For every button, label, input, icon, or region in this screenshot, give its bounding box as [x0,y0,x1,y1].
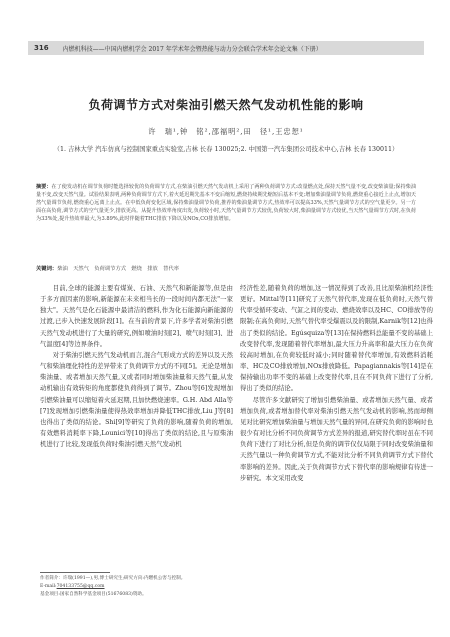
email-link[interactable]: 704133755@qq.com [56,584,105,590]
funding-note: 基金项目:国家自然科学基金项目(51676083)资助。 [40,592,147,598]
running-head-text: 内燃机科技——中国内燃机学会 2017 年学术年会暨热能与动力分会联合学术年会论文集（下册） [62,45,322,53]
body-paragraph: 经济性差,随着负荷的增加,这一情况得到了改善,且比原柴油机经济性更好。Mittal等[11]研究了天然气替代率,发现在低负荷时,天然气替代率受循环变动、气缸之间的变动、燃烧效率以及HC、CO排放等的限制;在高负荷时,天然气替代率受爆震以及的限制,Karnik等[12]也得出了类似的结论。Egúsquiza等[13]在保持燃料总能量不变的基础上改变替代率,发现随着替代率增加,最大压力升高率和最大压力在负荷较高时增加,在负荷较低时减小;同时随着替代率增加,有效燃料消耗率、HC及CO排放增加,NOx排放降低。Papagiannakis等[14]是在保持输出功率不变的基础上改变替代率,且在不同负荷下进行了分析,得出了类似的结论。 [240,285,433,393]
body-column-left [40,283,233,450]
abstract [36,183,416,223]
abstract-text: 在了使发动机在调节负荷时能选择较优的负荷调节方式,在柴油引燃天然气发动机上采用了两种负荷调节方式:改量燃点处,保持天然气量不变,改变柴油量;保持柴油量不变,改变天然气量。试验结果表明,两种负荷调节方式下,着火延迟期先基本不变后缩短,燃烧持续期先缩短后基本不变;增加柴油量调节负荷,燃烧重心接近上止点,增加天然气量调节负荷,燃烧重心远离上止点。在中低负荷变化区域,保持柴油量调节负荷,推荐的柴油量调节方式,热效率可以提高33%,天然气量调节方式的空气量更少。另一方面在高负荷,调节方式的空气量更少,排放更高。从提升热效率角度出发,负荷较小时,天然气量调节方式较优,负荷较大时,柴油量调节方式较优,当天然气量调节方式时,在负荷为33%处,提升热效率最大,为3.89%,此时伴随着THC排放下降以及NOx,CO排放增加。 [36,184,416,223]
paper-title: 负荷调节方式对柴油引燃天然气发动机性能的影响 [88,98,364,112]
body-column-right [240,283,433,484]
author-list: 许 瑞¹,钟 铭²,邵福明²,田 径¹,王忠恕¹ [148,127,304,136]
running-header [28,41,424,55]
footnote-divider [40,572,110,573]
email-line [40,583,233,591]
footnotes [40,575,233,600]
keywords-label: 关键词： [36,266,58,272]
email-label: E-mail: [40,584,57,590]
abstract-label: 摘要： [36,184,52,190]
page-number: 316 [34,44,49,52]
affiliation: （1. 吉林大学 汽车仿真与控制国家重点实验室,吉林 长春 130025;2. 中国第一汽车集团公司技术中心,吉林 长春 130011） [53,146,399,153]
body-paragraph: 目前,全球的能源主要有煤炭、石油、天然气和新能源等,但是由于多方面因素的影响,新能源在未来相当长的一段时间内都无法"一家独大"。天然气是化石能源中最清洁的燃料,作为化石能源向新能源的过渡,已步入快速发展阶段[1]。在当前的背景下,许多学者对柴油引燃天然气发动机进行了大量的研究,例如喷油时刻[2]、喷气时刻[3]、进气温度[4]等边界条件。 [40,285,233,348]
body-paragraph: 对于柴油引燃天然气发动机而言,混合气形成方式的差异以及天然气和柴油理化特性的差异带来了负荷调节方式的不同[5]。无论是增加柴油量、或者增加天然气量,又或者同时增加柴油量和天然气量,从发动机输出有效转矩的角度都使负荷得到了调节。Zhou等[6]发现增加引燃柴油量可以缩短着火延迟期,且加快燃烧速率。G.H. Abd Alla等[7]发现增加引燃柴油量使得热效率增加并降低THC排放,Liu J等[8]也得出了类似的结论。Shi[9]等研究了负荷的影响,随着负荷的增加,有效燃料消耗率下降,Lounici等[10]得出了类似的结论,且与原柴油机进行了比较,发现低负荷时柴油引燃天然气发动机 [40,351,233,449]
author-bio: 作者简介：许瑞(1991—),男,博士研究生;研究方向:内燃机公害与控制。 [40,576,186,581]
keywords [36,265,416,273]
keywords-text: 柴油 天然气 负荷调节方式 燃烧 排放 替代率 [57,266,180,272]
body-paragraph: 尽管许多文献研究了增加引燃柴油量、或者增加天然气量、或者增加负荷,或者增加替代率对柴油引燃天然气发动机的影响,然而却侧见对比研究增加柴油量与增加天然气量的异同,在研究负荷的影响时也很少有对比分析不同负荷调节方式差异的报道,研究替代率时虽在不同负荷下进行了对比分析,但是负荷的调节仅仅局限于同时改变柴油量和天然气量以一种负荷调节方式,不能对比分析不同负荷调节方式下替代率影响的差异。因此,关于负荷调节方式下替代率的影响规律有待进一步研究。本文采用改变 [240,396,433,482]
